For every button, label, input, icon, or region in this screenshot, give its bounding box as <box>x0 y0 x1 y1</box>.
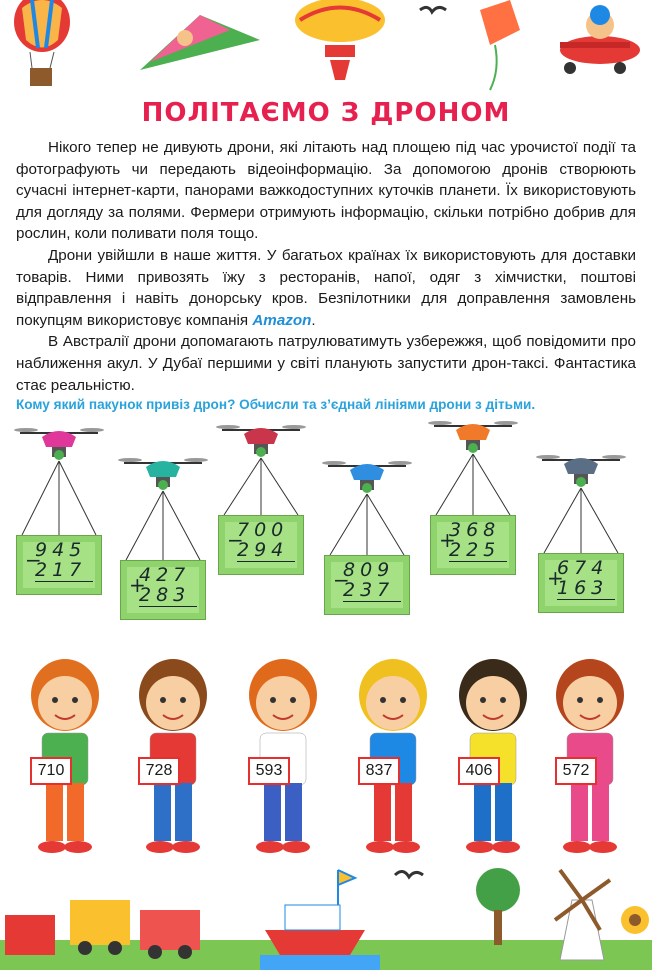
second-number: 283 <box>139 584 191 606</box>
drone-icon <box>216 422 306 525</box>
drone-icon <box>14 425 104 545</box>
second-number: 163 <box>557 577 609 599</box>
second-number: 294 <box>237 539 289 561</box>
operator: − <box>25 548 42 572</box>
header-illustration <box>0 0 652 95</box>
number-sign: 406 <box>458 757 500 785</box>
result-line <box>557 599 615 600</box>
paragraph-2-period: . <box>311 311 316 329</box>
calculation <box>439 519 507 562</box>
calculation <box>227 519 295 562</box>
number-sign: 837 <box>358 757 400 785</box>
operator: − <box>227 528 244 552</box>
operator: + <box>129 573 146 597</box>
result-line <box>449 561 507 562</box>
calculation <box>129 564 197 607</box>
package-box <box>324 555 410 615</box>
first-number: 674 <box>557 557 609 579</box>
result-line <box>35 581 93 582</box>
task-instruction: Кому який пакунок привіз дрон? Обчисли та з’єднай лініями дрони з дітьми. <box>16 397 536 412</box>
amazon-link: Amazon <box>252 311 312 329</box>
drone-icon <box>536 452 626 563</box>
paragraph-3: В Австралії дрони допомагають патрулюватимуть узбережжя, щоб повідомити про наближення акул. У Дубаї першими у світі планують запустити дрон-таксі. Фантастика стає реальністю. <box>16 333 636 394</box>
page-title: ПОЛІТАЄМО З ДРОНОМ <box>141 98 511 128</box>
operator: + <box>439 528 456 552</box>
paragraph-2-text: Дрони увійшли в наше життя. У багатьох країнах їх використовують для доставки товарів. Ними привозять їжу з ресторанів, напої, одяг з хімчистки, поштові відправлення і навіть донорську кров. Безпілотники для доправлення замовлень покупцям використовує компанія <box>16 246 636 329</box>
paragraph-2 <box>16 245 636 331</box>
sunflower-icon <box>621 906 649 934</box>
number-sign: 593 <box>248 757 290 785</box>
second-number: 237 <box>343 579 395 601</box>
ship-icon <box>260 870 380 970</box>
bird-icon <box>395 871 423 877</box>
package-box <box>218 515 304 575</box>
drone-icon <box>118 455 208 570</box>
windmill-icon <box>555 870 610 960</box>
calculation <box>25 539 93 582</box>
drone-icon <box>428 418 518 525</box>
result-line <box>343 601 401 602</box>
first-number: 809 <box>343 559 395 581</box>
paragraph-1: Нікого тепер не дивують дрони, які літають над площею під час урочистої події та фотографують чи передають відеоінформацію. За допомогою дронів створюють сучасні інтернет-карти, панорами важкодоступних куточків планети. Їх використовують для догляду за полями. Фермери отримують інформацію, скільки потрібно добрив для рослин, коли поливати поля тощо. <box>16 139 636 243</box>
number-sign: 728 <box>138 757 180 785</box>
footer-illustration <box>0 860 652 970</box>
package-box <box>120 560 206 620</box>
number-sign: 710 <box>30 757 72 785</box>
first-number: 427 <box>139 564 191 586</box>
drone-icon <box>322 458 412 565</box>
operator: − <box>333 568 350 592</box>
second-number: 217 <box>35 559 87 581</box>
result-line <box>237 561 295 562</box>
number-sign: 572 <box>555 757 597 785</box>
operator: + <box>547 566 564 590</box>
first-number: 945 <box>35 539 87 561</box>
calculation <box>333 559 401 602</box>
calculation <box>547 557 615 600</box>
package-box <box>16 535 102 595</box>
tree-icon <box>476 868 520 945</box>
package-box <box>430 515 516 575</box>
first-number: 700 <box>237 519 289 541</box>
result-line <box>139 606 197 607</box>
second-number: 225 <box>449 539 501 561</box>
package-box <box>538 553 624 613</box>
story-text <box>16 137 636 396</box>
first-number: 368 <box>449 519 501 541</box>
